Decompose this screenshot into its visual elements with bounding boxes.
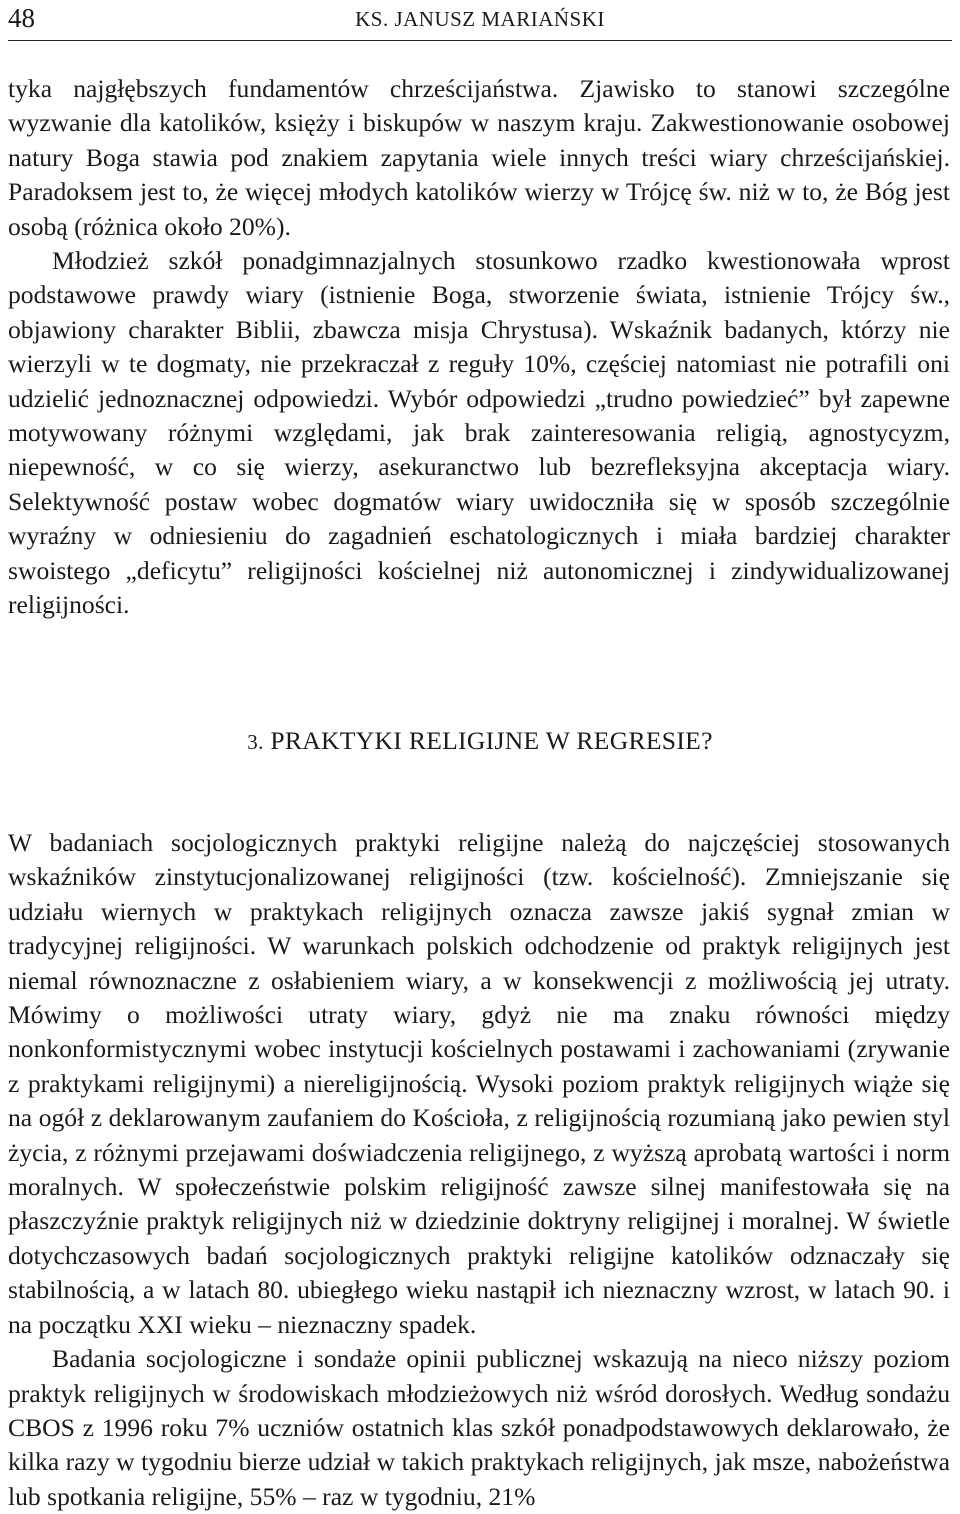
page-number: 48 — [8, 3, 35, 33]
section-number: 3. — [247, 730, 264, 754]
paragraph-youth-practices: Badania socjologiczne i sondaże opinii publicznej wskazują na nieco niższy poziom praktyk religijnych w środowiskach młodzieżowych niż wśród dorosłych. Według sondażu CBOS z 1996 roku 7% uczniów ostatnich klas szkół ponadpodstawowych deklarowało, że kilka razy w tygodniu bierze udział w takich praktykach religijnych, jak msze, nabożeństwa lub spotkania religijne, 55% – raz w tygodniu, 21% — [8, 1344, 950, 1511]
page-header — [8, 0, 952, 41]
section-title: PRAKTYKI RELIGIJNE W REGRESIE? — [270, 726, 713, 755]
text-block-bottom — [8, 826, 950, 1514]
text-block-top — [8, 72, 950, 623]
paragraph-religious-practices: W badaniach socjologicznych praktyki religijne należą do najczęściej stosowanych wskaźników zinstytucjonalizowanej religijności (tzw. kościelność). Zmniejszanie się udziału wiernych w praktykach religijnych oznacza zawsze jakiś sygnał zmian w tradycyjnej religijności. W warunkach polskich odchodzenie od praktyk religijnych jest niemal równoznaczne z osłabieniem wiary, a w konsekwencji z możliwością jej utraty. Mówimy o możliwości utraty wiary, gdyż nie ma znaku równości między nonkonformistycznymi wobec instytucji kościelnych postawami i zachowaniami (zrywanie z praktykami religijnymi) a niereligijnością. Wysoki poziom praktyk religijnych wiąże się na ogół z deklarowanym zaufaniem do Kościoła, z religijnością rozumianą jako pewien styl życia, z różnymi przejawami doświadczenia religijnego, z wyższą aprobatą wartości i norm moralnych. W społeczeństwie polskim religijność zawsze silnej manifestowała się na płaszczyźnie praktyk religijnych niż w dziedzinie doktryny religijnej i moralnej. W świetle dotychczasowych badań socjologicznych praktyki religijne katolików odznaczały się stabilnością, a w latach 80. ubiegłego wieku nastąpił ich nieznaczny wzrost, w latach 90. i na początku XXI wieku – nieznaczny spadek. — [8, 828, 950, 1339]
paragraph-youth-beliefs: Młodzież szkół ponadgimnazjalnych stosunkowo rzadko kwestionowała wprost podstawowe prawdy wiary (istnienie Boga, stworzenie świata, istnienie Trójcy św., objawiony charakter Biblii, zbawcza misja Chrystusa). Wskaźnik badanych, którzy nie wierzyli w te dogmaty, nie przekraczał z reguły 10%, częściej natomiast nie potrafili oni udzielić jednoznacznej odpowiedzi. Wybór odpowiedzi „trudno powiedzieć” był zapewne motywowany różnymi względami, jak brak zainteresowania religią, agnostycyzm, niepewność, w co się wierzy, asekuranctwo lub bezrefleksyjna akceptacja wiary. Selektywność postaw wobec dogmatów wiary uwidoczniła się w sposób szczególnie wyraźny w odniesieniu do zagadnień eschatologicznych i miała bardziej charakter swoistego „deficytu” religijności kościelnej niż autonomicznej i zindywidualizowanej religijności. — [8, 246, 950, 620]
running-head: KS. JANUSZ MARIAŃSKI — [355, 7, 605, 31]
section-heading — [0, 724, 960, 759]
paragraph-continuation: tyka najgłębszych fundamentów chrześcijaństwa. Zjawisko to stanowi szczególne wyzwanie dla katolików, księży i biskupów w naszym kraju. Zakwestionowanie osobowej natury Boga stawia pod znakiem zapytania wiele innych treści wiary chrześcijańskiej. Paradoksem jest to, że więcej młodych katolików wierzy w Trójcę św. niż w to, że Bóg jest osobą (różnica około 20%). — [8, 74, 950, 241]
